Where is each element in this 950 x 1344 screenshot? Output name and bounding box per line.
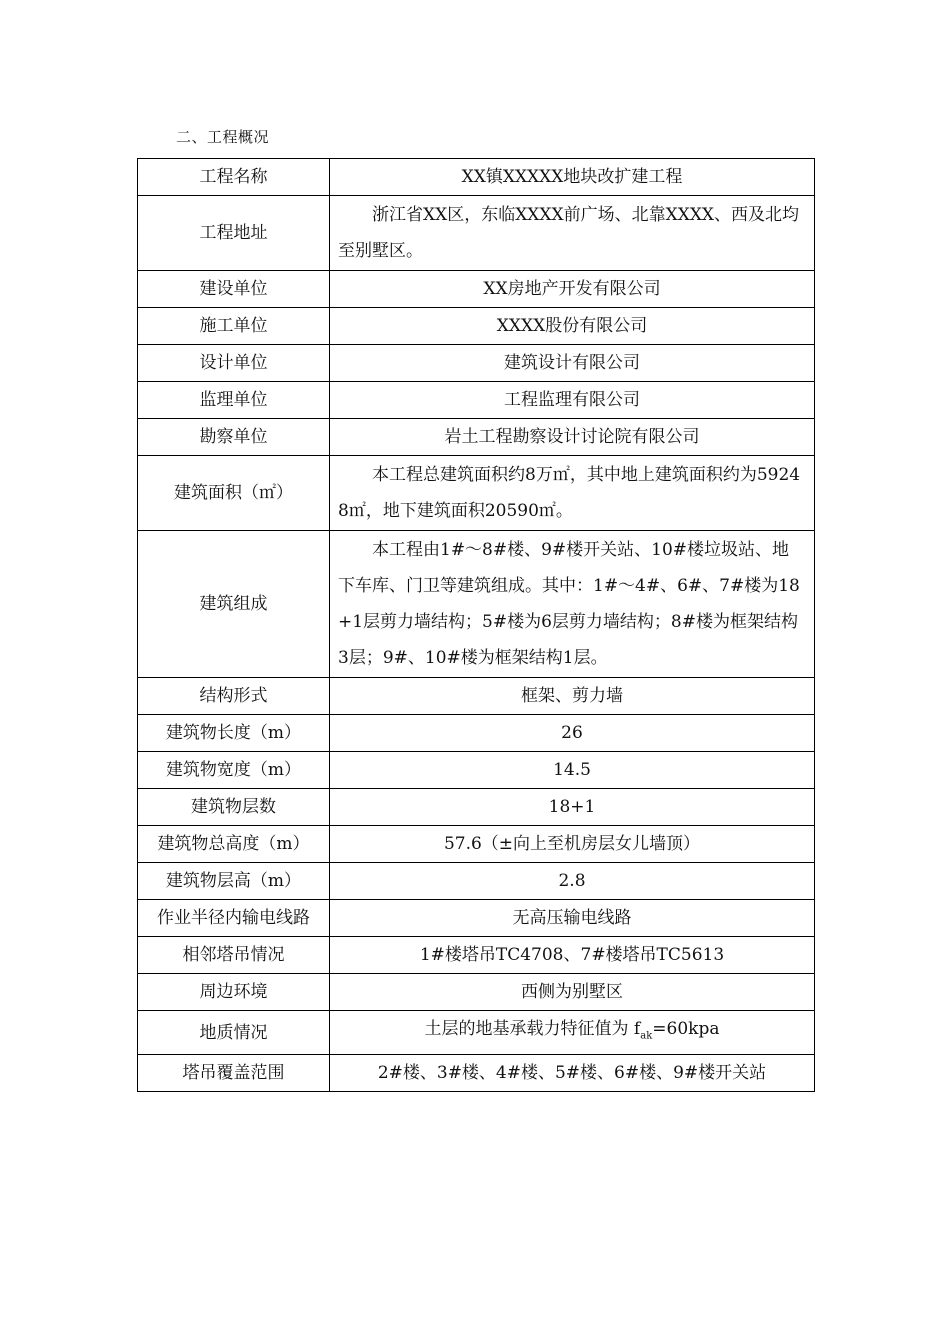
table-row <box>138 159 815 196</box>
table-row <box>138 826 815 863</box>
table-row <box>138 1011 815 1055</box>
row-label: 建筑物宽度（m） <box>138 752 330 789</box>
row-label: 地质情况 <box>138 1011 330 1055</box>
row-label: 建筑面积（㎡） <box>138 456 330 531</box>
row-label: 建筑物层高（m） <box>138 863 330 900</box>
row-value: 岩土工程勘察设计讨论院有限公司 <box>330 419 815 456</box>
row-label: 塔吊覆盖范围 <box>138 1055 330 1092</box>
row-value: XX镇XXXXX地块改扩建工程 <box>330 159 815 196</box>
row-value: 26 <box>330 715 815 752</box>
row-value: 2.8 <box>330 863 815 900</box>
row-value: 14.5 <box>330 752 815 789</box>
table-row <box>138 900 815 937</box>
table-row <box>138 715 815 752</box>
row-label: 建筑物层数 <box>138 789 330 826</box>
table-row <box>138 863 815 900</box>
table-row <box>138 382 815 419</box>
row-value: 框架、剪力墙 <box>330 678 815 715</box>
row-value: 本工程总建筑面积约8万㎡，其中地上建筑面积约为59248㎡，地下建筑面积20590㎡。 <box>330 456 815 531</box>
row-label: 结构形式 <box>138 678 330 715</box>
row-value: XXXX股份有限公司 <box>330 308 815 345</box>
section-heading: 二、工程概况 <box>176 128 270 146</box>
row-value: 2#楼、3#楼、4#楼、5#楼、6#楼、9#楼开关站 <box>330 1055 815 1092</box>
table-row <box>138 419 815 456</box>
row-label: 设计单位 <box>138 345 330 382</box>
row-label: 建筑物长度（m） <box>138 715 330 752</box>
row-value: 浙江省XX区，东临XXXX前广场、北靠XXXX、西及北均至别墅区。 <box>330 196 815 271</box>
row-value <box>330 1011 815 1055</box>
geology-text: 土层的地基承载力特征值为 f <box>424 1019 641 1039</box>
table-row <box>138 1055 815 1092</box>
table-row <box>138 531 815 678</box>
table-row <box>138 974 815 1011</box>
row-label: 施工单位 <box>138 308 330 345</box>
row-label: 勘察单位 <box>138 419 330 456</box>
geology-subscript: ak <box>640 1030 653 1042</box>
table-row <box>138 456 815 531</box>
table-row <box>138 937 815 974</box>
row-value: 本工程由1#～8#楼、9#楼开关站、10#楼垃圾站、地下车库、门卫等建筑组成。其中：1#～4#、6#、7#楼为18+1层剪力墙结构；5#楼为6层剪力墙结构；8#楼为框架结构3层；9#、10#楼为框架结构1层。 <box>330 531 815 678</box>
project-overview-table <box>137 158 815 1092</box>
table-row <box>138 196 815 271</box>
row-label: 工程名称 <box>138 159 330 196</box>
row-label: 监理单位 <box>138 382 330 419</box>
row-label: 建筑组成 <box>138 531 330 678</box>
row-value: 西侧为别墅区 <box>330 974 815 1011</box>
row-value: XX房地产开发有限公司 <box>330 271 815 308</box>
table-row <box>138 308 815 345</box>
row-label: 工程地址 <box>138 196 330 271</box>
row-label: 周边环境 <box>138 974 330 1011</box>
row-value: 1#楼塔吊TC4708、7#楼塔吊TC5613 <box>330 937 815 974</box>
table-row <box>138 345 815 382</box>
row-value: 57.6（±向上至机房层女儿墙顶） <box>330 826 815 863</box>
geology-suffix: =60kpa <box>652 1019 720 1039</box>
row-value: 工程监理有限公司 <box>330 382 815 419</box>
table-row <box>138 271 815 308</box>
table-row <box>138 752 815 789</box>
row-label: 建设单位 <box>138 271 330 308</box>
table-row <box>138 678 815 715</box>
row-label: 相邻塔吊情况 <box>138 937 330 974</box>
row-value: 18+1 <box>330 789 815 826</box>
row-value: 建筑设计有限公司 <box>330 345 815 382</box>
row-label: 作业半径内输电线路 <box>138 900 330 937</box>
table-row <box>138 789 815 826</box>
row-value: 无高压输电线路 <box>330 900 815 937</box>
row-label: 建筑物总高度（m） <box>138 826 330 863</box>
